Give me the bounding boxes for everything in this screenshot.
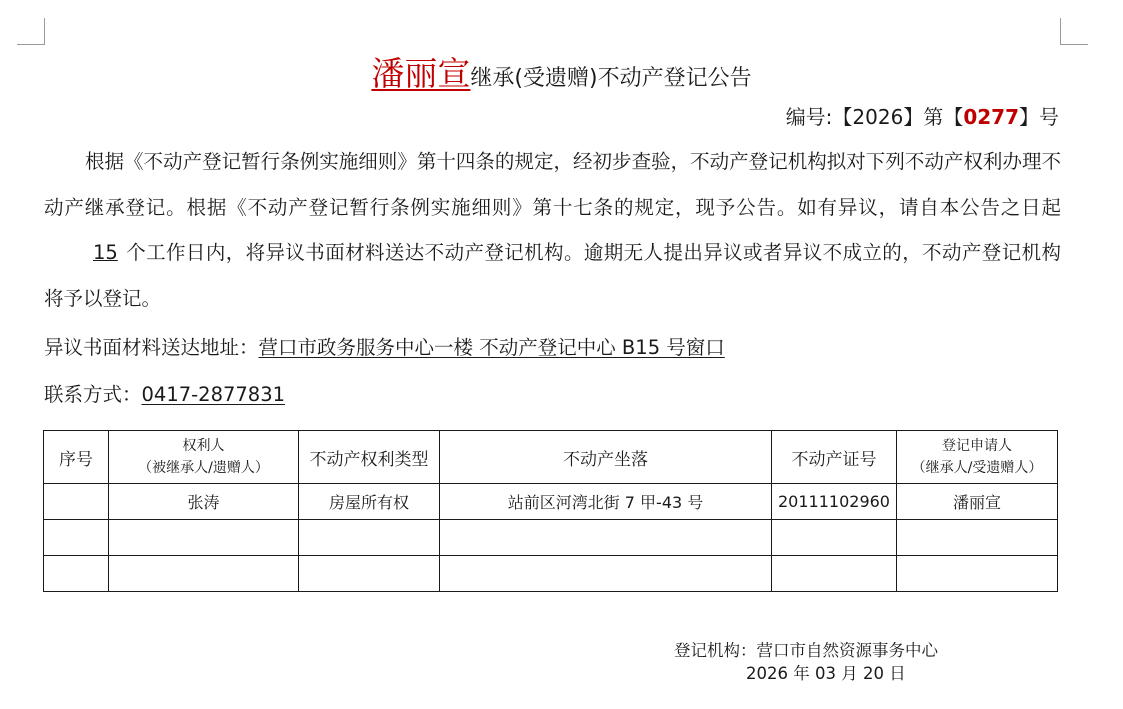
- cell-right-holder: [109, 556, 299, 592]
- applicant-name-title: 潘丽宣: [371, 54, 471, 93]
- contact-phone: 0417-2877831: [141, 383, 286, 406]
- notice-paragraph: [44, 139, 1061, 321]
- notice-body: [44, 139, 1061, 321]
- cell-location: 站前区河湾北街 7 甲-43 号: [440, 484, 772, 520]
- registration-table: [43, 430, 1058, 592]
- cell-applicant: 潘丽宣: [897, 484, 1058, 520]
- table-header-row: [44, 431, 1058, 484]
- contact-label: 联系方式：: [44, 383, 142, 406]
- crop-mark-top-left: [17, 18, 45, 45]
- document-number-value: 0277: [963, 105, 1019, 129]
- notice-text-part2: 个工作日内，将异议书面材料送达不动产登记机构。逾期无人提出异议或者异议不成立的，不动产登记机构将予以登记。: [44, 241, 1061, 310]
- document-number-suffix: 】号: [1019, 105, 1059, 129]
- header-right-type: 不动产权利类型: [299, 431, 440, 484]
- title-text: 继承(受遗赠)不动产登记公告: [470, 66, 752, 91]
- cell-serial: [44, 520, 109, 556]
- cell-right-type: 房屋所有权: [299, 484, 440, 520]
- cell-location: [440, 520, 772, 556]
- cell-applicant: [897, 520, 1058, 556]
- document-number: [786, 101, 1059, 130]
- contact-line: [44, 379, 285, 407]
- header-applicant: 登记申请人 （继承人/受遗赠人）: [897, 431, 1058, 484]
- table-row: [44, 520, 1058, 556]
- header-right-holder: 权利人 （被继承人/遗赠人）: [109, 431, 299, 484]
- cell-certificate-no: 20111102960: [772, 484, 897, 520]
- document-number-prefix: 编号:【2026】第【: [785, 105, 964, 129]
- table-row: [44, 556, 1058, 592]
- cell-location: [440, 556, 772, 592]
- cell-right-holder: [109, 520, 299, 556]
- cell-certificate-no: [772, 556, 897, 592]
- cell-right-type: [299, 520, 440, 556]
- objection-address-value: 营口市政务服务中心一楼 不动产登记中心 B15 号窗口: [258, 336, 725, 359]
- table-row: [44, 484, 1058, 520]
- cell-right-type: [299, 556, 440, 592]
- cell-serial: [44, 556, 109, 592]
- notice-date: 2026 年 03 月 20 日: [746, 664, 906, 683]
- objection-address-line: [44, 332, 725, 360]
- objection-address-label: 异议书面材料送达地址：: [44, 336, 259, 359]
- crop-mark-top-right: [1060, 18, 1088, 45]
- objection-days: 15: [93, 241, 118, 264]
- notice-title: [0, 48, 1123, 95]
- cell-applicant: [897, 556, 1058, 592]
- registration-authority: 登记机构：营口市自然资源事务中心: [674, 641, 938, 660]
- header-certificate-no: 不动产证号: [772, 431, 897, 484]
- header-serial: 序号: [44, 431, 109, 484]
- cell-certificate-no: [772, 520, 897, 556]
- cell-right-holder: 张涛: [109, 484, 299, 520]
- notice-text-part1: 根据《不动产登记暂行条例实施细则》第十四条的规定，经初步查验，不动产登记机构拟对下列不动产权利办理不动产继承登记。根据《不动产登记暂行条例实施细则》第十七条的规定，现予公告。如有异议，请自本公告之日起: [44, 150, 1061, 219]
- header-location: 不动产坐落: [440, 431, 772, 484]
- cell-serial: [44, 484, 109, 520]
